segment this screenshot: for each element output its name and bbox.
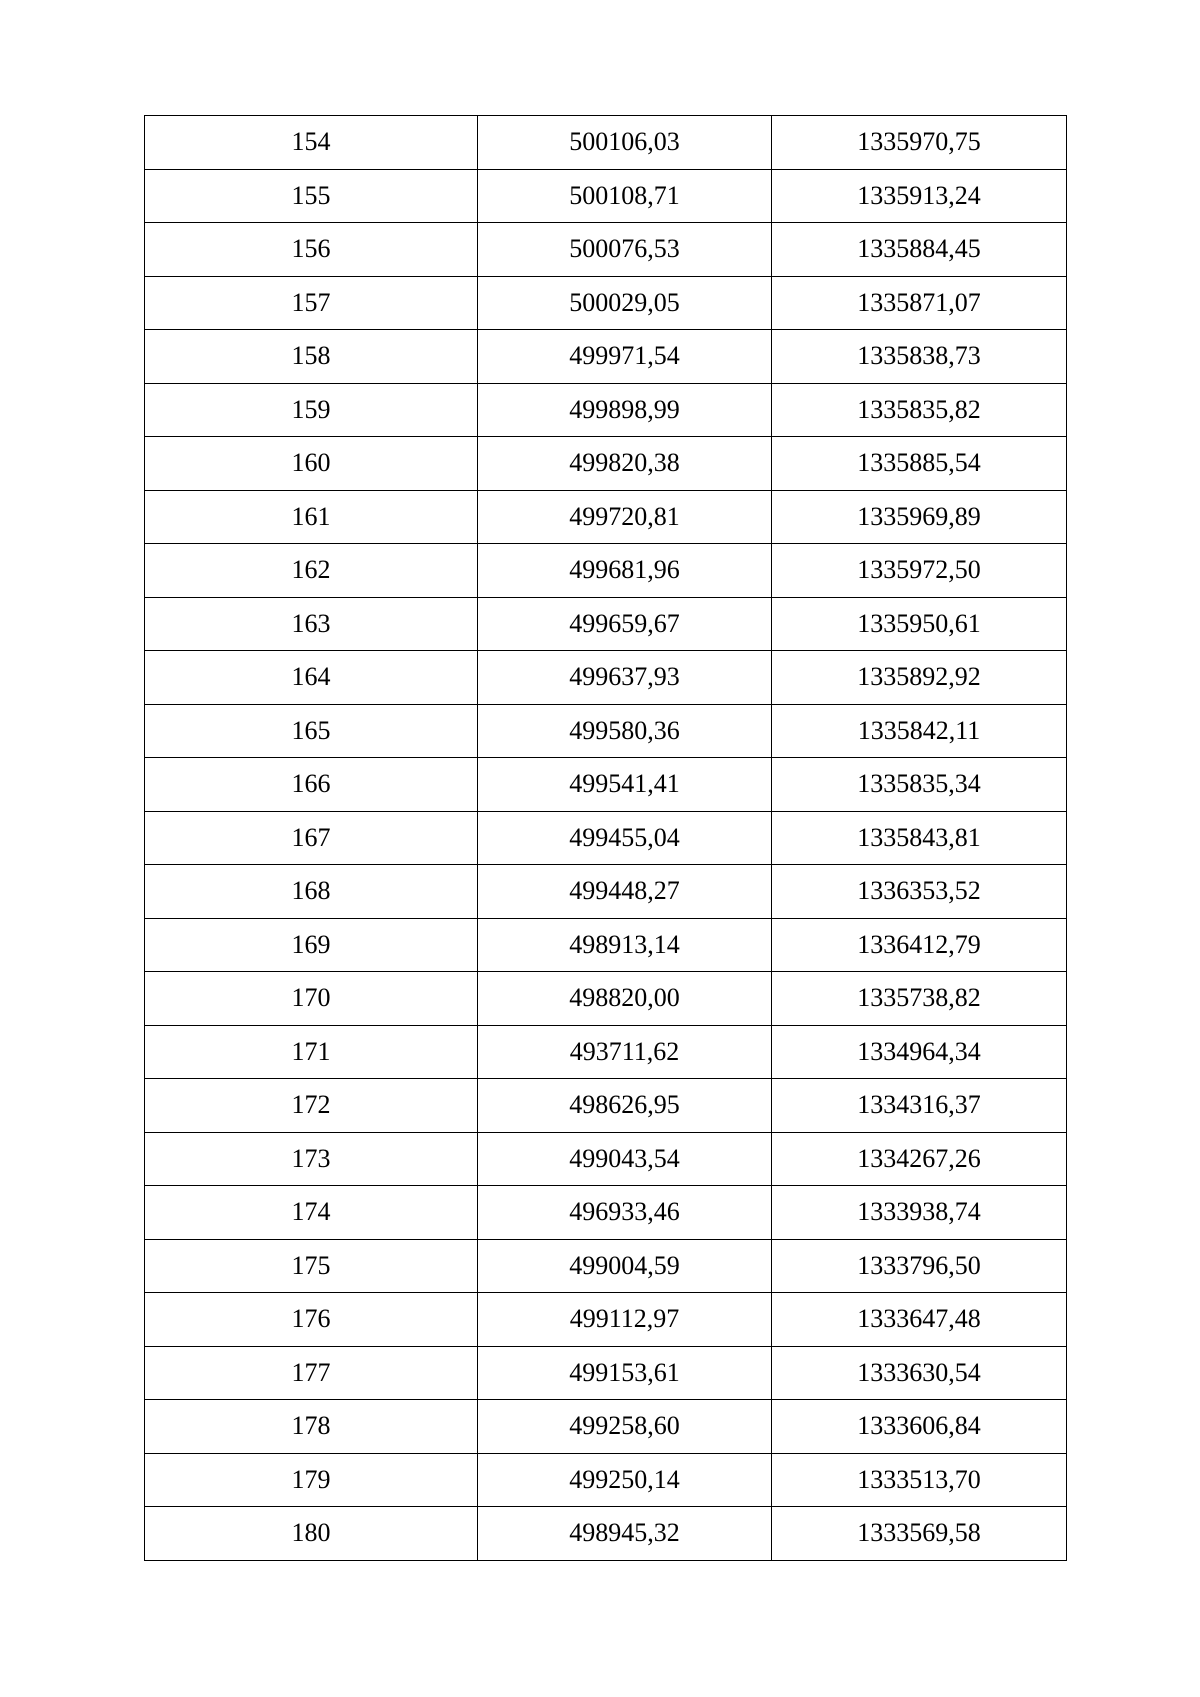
table-row <box>145 1025 1067 1079</box>
table-row <box>145 758 1067 812</box>
y-coordinate-cell: 1333796,50 <box>772 1239 1067 1293</box>
y-coordinate-cell: 1335835,82 <box>772 383 1067 437</box>
point-number-cell: 154 <box>145 116 478 170</box>
point-number-cell: 158 <box>145 330 478 384</box>
table-row <box>145 116 1067 170</box>
y-coordinate-cell: 1335969,89 <box>772 490 1067 544</box>
point-number-cell: 169 <box>145 918 478 972</box>
y-coordinate-cell: 1335972,50 <box>772 544 1067 598</box>
coordinates-table-body <box>145 116 1067 1561</box>
point-number-cell: 177 <box>145 1346 478 1400</box>
table-row <box>145 544 1067 598</box>
x-coordinate-cell: 493711,62 <box>478 1025 772 1079</box>
x-coordinate-cell: 499258,60 <box>478 1400 772 1454</box>
y-coordinate-cell: 1335950,61 <box>772 597 1067 651</box>
table-row <box>145 597 1067 651</box>
y-coordinate-cell: 1333630,54 <box>772 1346 1067 1400</box>
x-coordinate-cell: 498913,14 <box>478 918 772 972</box>
y-coordinate-cell: 1335885,54 <box>772 437 1067 491</box>
y-coordinate-cell: 1336353,52 <box>772 865 1067 919</box>
table-row <box>145 1293 1067 1347</box>
y-coordinate-cell: 1334316,37 <box>772 1079 1067 1133</box>
table-row <box>145 704 1067 758</box>
x-coordinate-cell: 500106,03 <box>478 116 772 170</box>
table-row <box>145 437 1067 491</box>
point-number-cell: 173 <box>145 1132 478 1186</box>
point-number-cell: 162 <box>145 544 478 598</box>
y-coordinate-cell: 1335970,75 <box>772 116 1067 170</box>
point-number-cell: 164 <box>145 651 478 705</box>
x-coordinate-cell: 499541,41 <box>478 758 772 812</box>
table-row <box>145 276 1067 330</box>
point-number-cell: 155 <box>145 169 478 223</box>
coordinates-table <box>144 115 1067 1561</box>
x-coordinate-cell: 498626,95 <box>478 1079 772 1133</box>
y-coordinate-cell: 1333569,58 <box>772 1507 1067 1561</box>
table-row <box>145 651 1067 705</box>
y-coordinate-cell: 1335842,11 <box>772 704 1067 758</box>
point-number-cell: 159 <box>145 383 478 437</box>
table-row <box>145 1079 1067 1133</box>
table-row <box>145 918 1067 972</box>
table-row <box>145 1507 1067 1561</box>
point-number-cell: 175 <box>145 1239 478 1293</box>
y-coordinate-cell: 1335892,92 <box>772 651 1067 705</box>
x-coordinate-cell: 499681,96 <box>478 544 772 598</box>
x-coordinate-cell: 499820,38 <box>478 437 772 491</box>
x-coordinate-cell: 500029,05 <box>478 276 772 330</box>
point-number-cell: 160 <box>145 437 478 491</box>
table-row <box>145 383 1067 437</box>
table-row <box>145 1400 1067 1454</box>
y-coordinate-cell: 1335838,73 <box>772 330 1067 384</box>
table-row <box>145 490 1067 544</box>
table-row <box>145 1186 1067 1240</box>
x-coordinate-cell: 498945,32 <box>478 1507 772 1561</box>
x-coordinate-cell: 499250,14 <box>478 1453 772 1507</box>
y-coordinate-cell: 1335843,81 <box>772 811 1067 865</box>
y-coordinate-cell: 1333513,70 <box>772 1453 1067 1507</box>
y-coordinate-cell: 1333647,48 <box>772 1293 1067 1347</box>
x-coordinate-cell: 499659,67 <box>478 597 772 651</box>
point-number-cell: 180 <box>145 1507 478 1561</box>
point-number-cell: 178 <box>145 1400 478 1454</box>
point-number-cell: 168 <box>145 865 478 919</box>
x-coordinate-cell: 499043,54 <box>478 1132 772 1186</box>
x-coordinate-cell: 500108,71 <box>478 169 772 223</box>
x-coordinate-cell: 499455,04 <box>478 811 772 865</box>
point-number-cell: 157 <box>145 276 478 330</box>
y-coordinate-cell: 1333938,74 <box>772 1186 1067 1240</box>
point-number-cell: 171 <box>145 1025 478 1079</box>
y-coordinate-cell: 1336412,79 <box>772 918 1067 972</box>
table-row <box>145 811 1067 865</box>
y-coordinate-cell: 1335835,34 <box>772 758 1067 812</box>
table-row <box>145 972 1067 1026</box>
table-row <box>145 169 1067 223</box>
y-coordinate-cell: 1334267,26 <box>772 1132 1067 1186</box>
point-number-cell: 176 <box>145 1293 478 1347</box>
table-row <box>145 1346 1067 1400</box>
table-row <box>145 865 1067 919</box>
point-number-cell: 170 <box>145 972 478 1026</box>
x-coordinate-cell: 499898,99 <box>478 383 772 437</box>
table-row <box>145 1132 1067 1186</box>
x-coordinate-cell: 499112,97 <box>478 1293 772 1347</box>
point-number-cell: 179 <box>145 1453 478 1507</box>
point-number-cell: 161 <box>145 490 478 544</box>
point-number-cell: 174 <box>145 1186 478 1240</box>
x-coordinate-cell: 499448,27 <box>478 865 772 919</box>
y-coordinate-cell: 1335913,24 <box>772 169 1067 223</box>
table-row <box>145 1239 1067 1293</box>
y-coordinate-cell: 1335738,82 <box>772 972 1067 1026</box>
y-coordinate-cell: 1334964,34 <box>772 1025 1067 1079</box>
x-coordinate-cell: 498820,00 <box>478 972 772 1026</box>
x-coordinate-cell: 499153,61 <box>478 1346 772 1400</box>
y-coordinate-cell: 1335871,07 <box>772 276 1067 330</box>
y-coordinate-cell: 1333606,84 <box>772 1400 1067 1454</box>
point-number-cell: 166 <box>145 758 478 812</box>
point-number-cell: 172 <box>145 1079 478 1133</box>
table-row <box>145 223 1067 277</box>
x-coordinate-cell: 499720,81 <box>478 490 772 544</box>
x-coordinate-cell: 499637,93 <box>478 651 772 705</box>
y-coordinate-cell: 1335884,45 <box>772 223 1067 277</box>
point-number-cell: 167 <box>145 811 478 865</box>
x-coordinate-cell: 499004,59 <box>478 1239 772 1293</box>
x-coordinate-cell: 499971,54 <box>478 330 772 384</box>
point-number-cell: 163 <box>145 597 478 651</box>
table-row <box>145 1453 1067 1507</box>
x-coordinate-cell: 500076,53 <box>478 223 772 277</box>
x-coordinate-cell: 496933,46 <box>478 1186 772 1240</box>
point-number-cell: 165 <box>145 704 478 758</box>
table-row <box>145 330 1067 384</box>
x-coordinate-cell: 499580,36 <box>478 704 772 758</box>
point-number-cell: 156 <box>145 223 478 277</box>
